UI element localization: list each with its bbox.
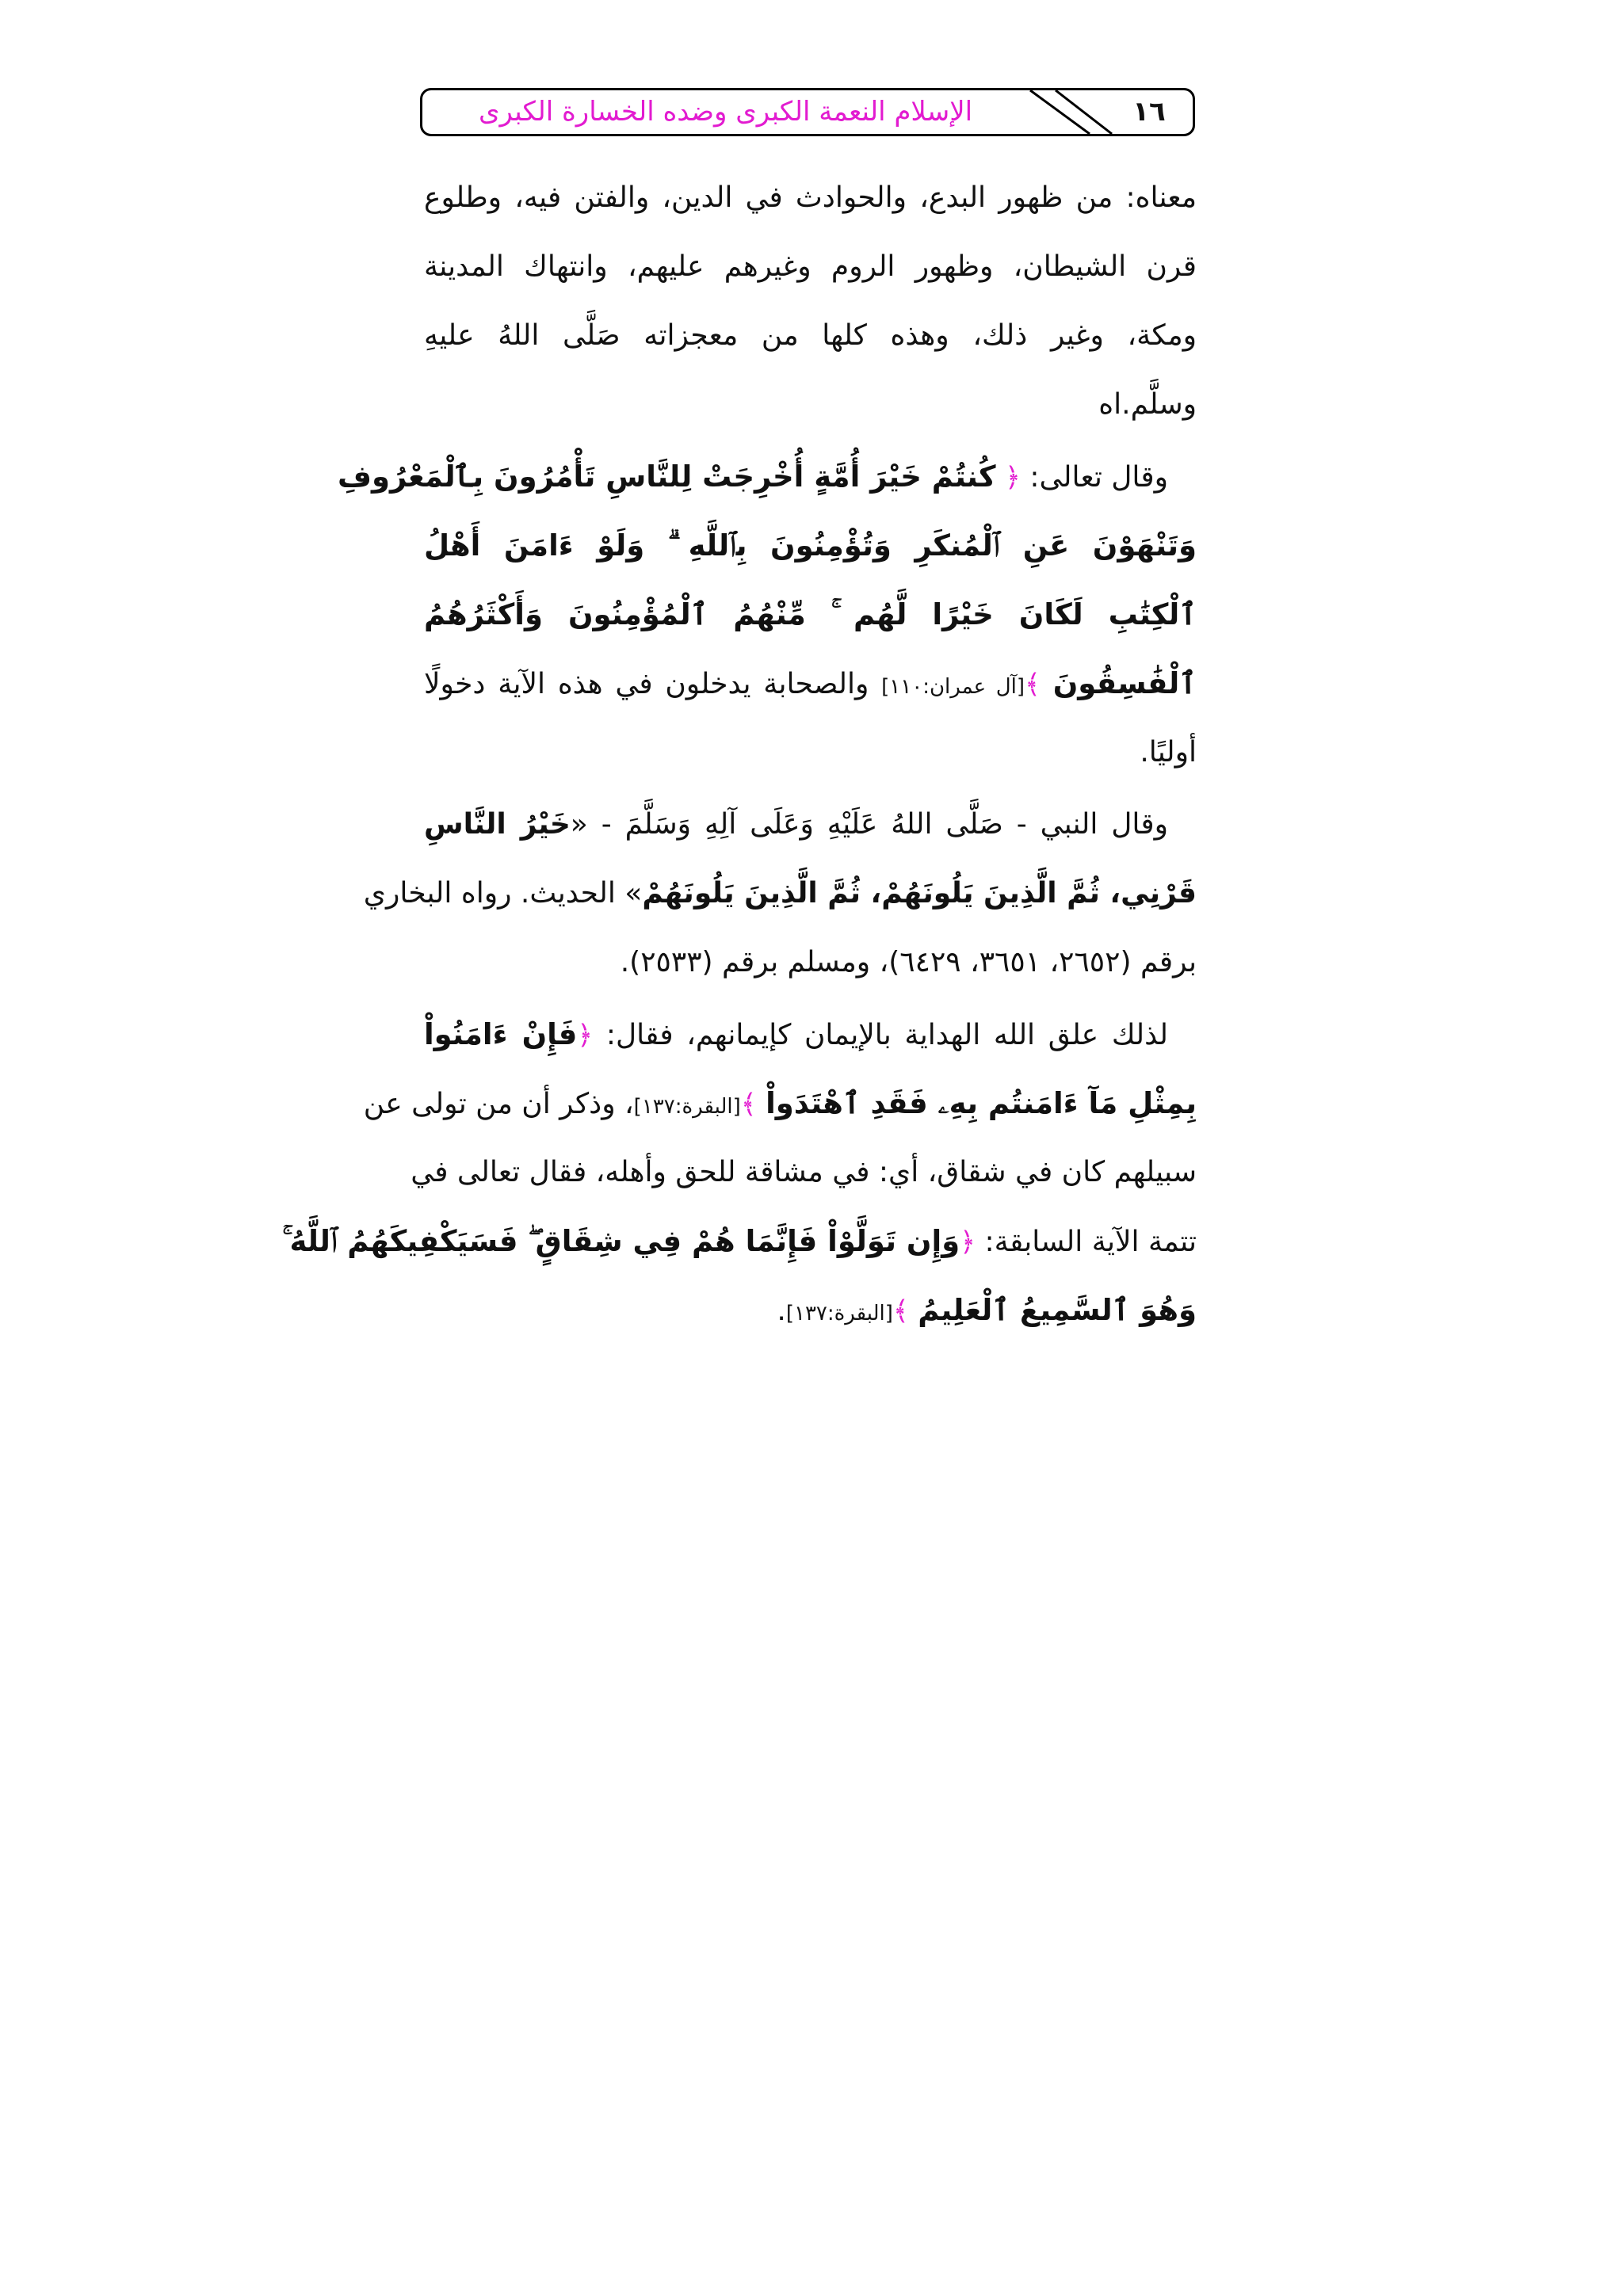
text-line xyxy=(424,790,1197,859)
paragraph-3 xyxy=(363,790,1197,997)
verse-open-bracket: ﴿ xyxy=(1005,462,1021,494)
text-line: أوليًا. xyxy=(1140,736,1197,769)
paragraph-1 xyxy=(424,163,1197,439)
verse-reference: [البقرة:١٣٧] xyxy=(785,1302,893,1325)
paragraph-intro: لذلك علق الله الهداية بالإيمان كإيمانهم، فقال: xyxy=(605,1019,1168,1051)
text-line xyxy=(424,580,1197,649)
text-line xyxy=(282,1207,1197,1276)
quran-verse: وَتَنْهَوْنَ عَنِ ٱلْمُنكَرِ وَتُؤْمِنُونَ بِٱللَّهِ ۗ وَلَوْ ءَامَنَ أَهْلُ xyxy=(424,528,1197,563)
quran-verse: ٱلْفَٰسِقُونَ xyxy=(1052,666,1197,700)
verse-close-bracket: ﴾ xyxy=(1025,669,1041,700)
text-line xyxy=(363,859,1197,928)
text-line xyxy=(338,442,1197,511)
text-line: قرن الشيطان، وظهور الروم وغيرهم عليهم، وانتهاك المدينة xyxy=(424,250,1197,283)
verse-close-bracket: ﴾ xyxy=(740,1089,757,1120)
text-line xyxy=(424,649,1197,718)
header-divider xyxy=(1028,90,1117,134)
paragraph-4 xyxy=(282,1000,1197,1344)
verse-open-bracket: ﴿ xyxy=(577,1020,594,1051)
verse-close-bracket: ﴾ xyxy=(892,1295,909,1327)
header-title: الإسلام النعمة الكبرى وضده الخسارة الكبرى xyxy=(478,96,973,128)
quran-verse: وَهُوَ ٱلسَّمِيعُ ٱلْعَلِيمُ xyxy=(918,1293,1197,1327)
text-line: معناه: من ظهور البدع، والحوادث في الدين، والفتن فيه، وطلوع xyxy=(424,181,1197,214)
verse-reference: [آل عمران:١١٠] xyxy=(881,675,1025,699)
quote-open-mark: « xyxy=(570,808,588,841)
quran-verse: بِمِثْلِ مَآ ءَامَنتُم بِهِۦ فَقَدِ ٱهْتَدَواْ xyxy=(766,1086,1197,1120)
hadith-text: قَرْنِي، ثُمَّ الَّذِينَ يَلُونَهُمْ، ثُمَّ الَّذِينَ يَلُونَهُمْ xyxy=(642,877,1197,910)
text-line: سبيلهم كان في شقاق، أي: في مشاقة للحق وأهله، فقال تعالى في xyxy=(411,1156,1197,1188)
verse-open-bracket: ﴿ xyxy=(960,1226,976,1258)
hadith-text: خَيْرُ النَّاسِ xyxy=(424,808,571,841)
text-line: وسلَّم.اه xyxy=(1098,388,1197,421)
text-line xyxy=(363,1069,1197,1138)
paragraph-intro: وقال النبي - صَلَّى اللهُ عَلَيْهِ وَعَلَى آلِهِ وَسَلَّمَ - xyxy=(601,808,1168,841)
paragraph-text: تتمة الآية السابقة: xyxy=(984,1226,1197,1258)
quote-close-mark: » xyxy=(624,877,643,910)
paragraph-text: والصحابة يدخلون في هذه الآية دخولًا xyxy=(424,668,869,700)
divider-line-right xyxy=(1056,90,1112,134)
paragraph-text: ، وذكر أن من تولى عن xyxy=(363,1088,634,1120)
text-line: ومكة، وغير ذلك، وهذه كلها من معجزاته صَلَّى اللهُ عليهِ xyxy=(424,319,1197,352)
quran-verse: كُنتُمْ خَيْرَ أُمَّةٍ أُخْرِجَتْ لِلنَّاسِ تَأْمُرُونَ بِٱلْمَعْرُوفِ xyxy=(338,460,996,494)
quran-verse: ٱلْكِتَٰبِ لَكَانَ خَيْرًا لَّهُم ۚ مِّنْهُمُ ٱلْمُؤْمِنُونَ وَأَكْثَرُهُمُ xyxy=(424,597,1197,631)
text-line xyxy=(424,511,1197,580)
text-line xyxy=(424,1276,1197,1344)
sentence-end: . xyxy=(777,1295,786,1327)
paragraph-intro: وقال تعالى: xyxy=(1029,461,1168,494)
text-line xyxy=(424,1000,1197,1069)
divider-line-left xyxy=(1030,90,1090,134)
paragraph-2 xyxy=(338,442,1197,787)
text-line: برقم (٢٦٥٢، ٣٦٥١، ٦٤٢٩)، ومسلم برقم (٢٥٣٣). xyxy=(620,946,1197,978)
running-header xyxy=(420,88,1195,136)
body-text xyxy=(282,163,1197,1348)
verse-reference: [البقرة:١٣٧] xyxy=(633,1095,741,1119)
paragraph-text: الحديث. رواه البخاري xyxy=(363,877,616,910)
quran-verse: فَإِنْ ءَامَنُواْ xyxy=(424,1017,578,1051)
page-number: ١٦ xyxy=(1132,96,1166,128)
quran-verse: وَإِن تَوَلَّوْاْ فَإِنَّمَا هُمْ فِي شِقَاقٍ ۖ فَسَيَكْفِيكَهُمُ ٱللَّهُ ۚ xyxy=(282,1224,960,1258)
